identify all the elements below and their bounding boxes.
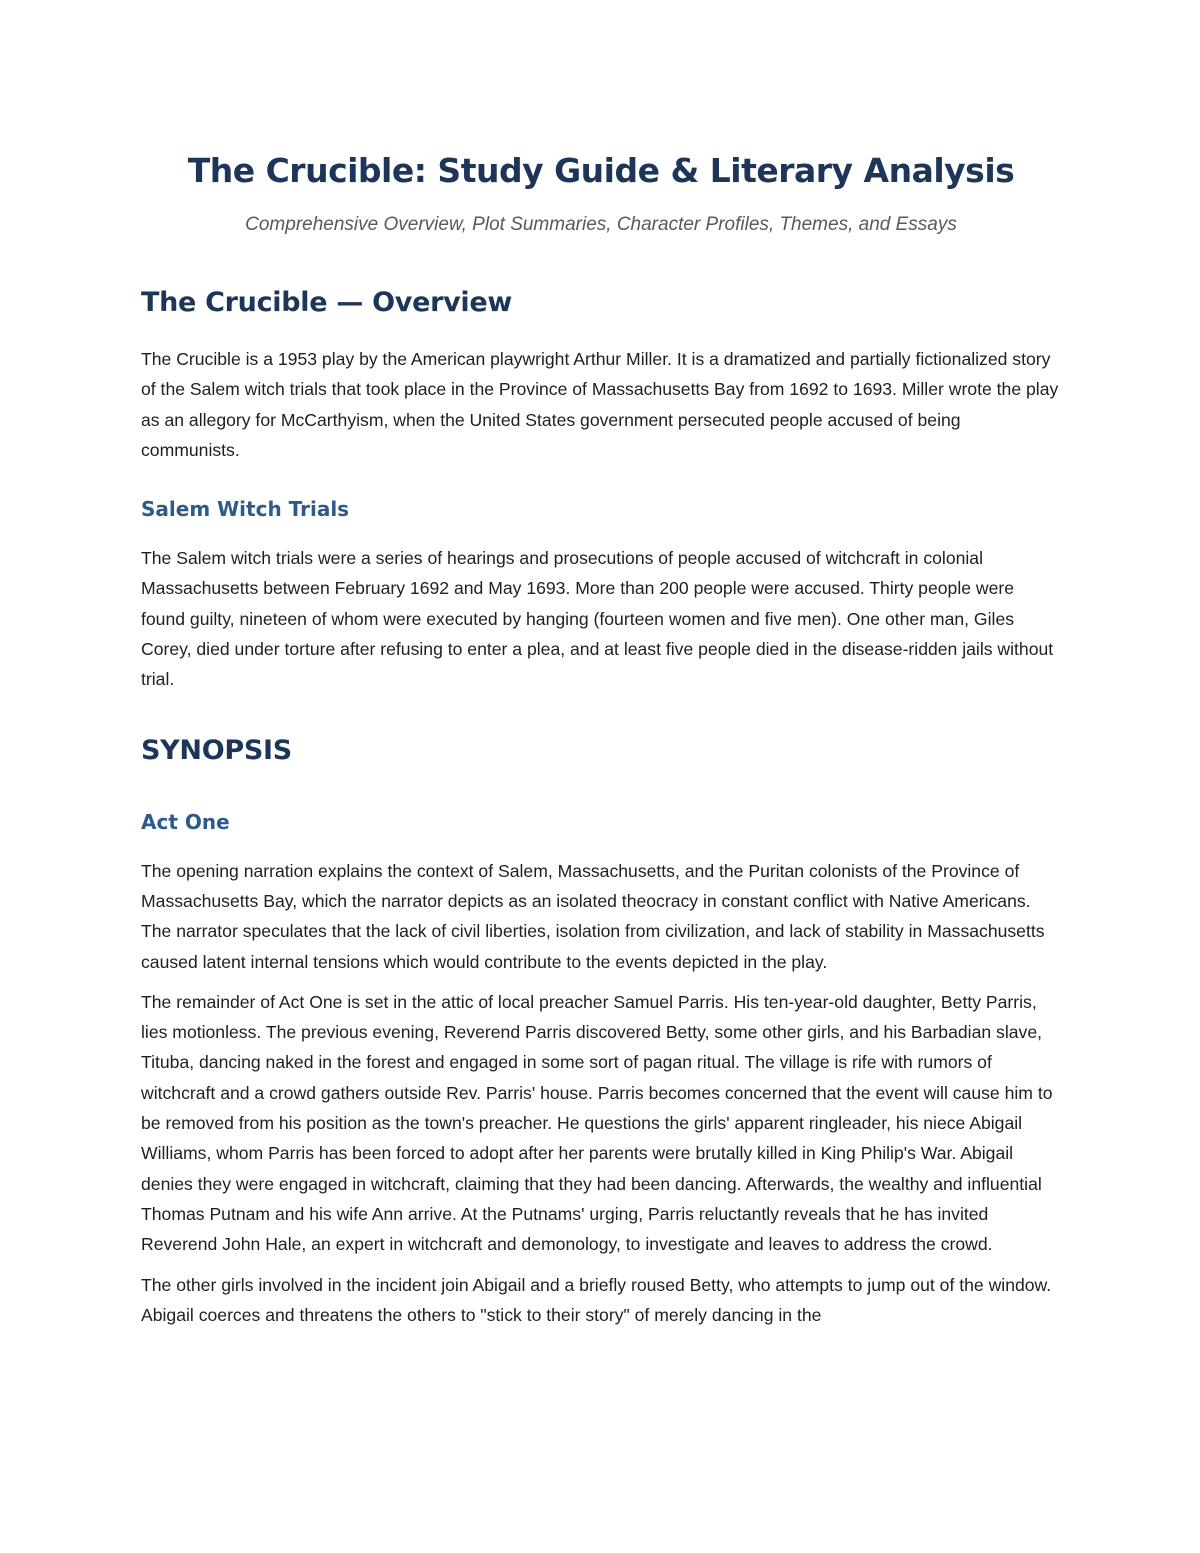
document-subtitle: Comprehensive Overview, Plot Summaries, Character Profiles, Themes, and Essays <box>245 214 957 235</box>
salem-heading: Salem Witch Trials <box>141 497 350 522</box>
act-one-paragraph: The remainder of Act One is set in the attic of local preacher Samuel Parris. His ten-year-old daughter, Betty Parris, lies motionless. The previous evening, Reverend Parris discovered Betty, some other girls, and his Barbadian slave, Tituba, dancing naked in the forest and engaged in some sort of pagan ritual. The village is rife with rumors of witchcraft and a crowd gathers outside Rev. Parris' house. Parris becomes concerned that the event will cause him to be removed from his position as the town's preacher. He questions the girls' apparent ringleader, his niece Abigail Williams, whom Parris has been forced to adopt after her parents were brutally killed in King Philip's War. Abigail denies they were engaged in witchcraft, claiming that they had been dancing. Afterwards, the wealthy and influential Thomas Putnam and his wife Ann arrive. At the Putnams' urging, Parris reluctantly reveals that he has invited Reverend John Hale, an expert in witchcraft and demonology, to investigate and leaves to address the crowd. <box>141 991 1053 1255</box>
synopsis-heading: SYNOPSIS <box>141 734 292 766</box>
overview-heading: The Crucible — Overview <box>141 287 513 318</box>
overview-paragraph: The Crucible is a 1953 play by the American playwright Arthur Miller. It is a dramatized and partially fictionalized story of the Salem witch trials that took place in the Province of Massachusetts Bay from 1692 to 1693. Miller wrote the play as an allegory for McCarthyism, when the United States government persecuted people accused of being communists. <box>141 349 1059 460</box>
document-title: The Crucible: Study Guide & Literary Analysis <box>187 151 1015 190</box>
salem-paragraph: The Salem witch trials were a series of hearings and prosecutions of people accused of witchcraft in colonial Massachusetts between February 1692 and May 1693. More than 200 people were accused. Thirty people were found guilty, nineteen of whom were executed by hanging (fourteen women and five men). One other man, Giles Corey, died under torture after refusing to enter a plea, and at least five people died in the disease-ridden jails without trial. <box>141 548 1054 690</box>
act-one-heading: Act One <box>141 809 230 834</box>
act-one-paragraph: The other girls involved in the incident join Abigail and a briefly roused Betty, who attempts to jump out of the window. Abigail coerces and threatens the others to "stick to their story" of merely dancing in the <box>141 1274 1052 1325</box>
act-one-paragraph: The opening narration explains the context of Salem, Massachusetts, and the Puritan colonists of the Province of Massachusetts Bay, which the narrator depicts as an isolated theocracy in constant conflict with Native Americans. The narrator speculates that the lack of civil liberties, isolation from civilization, and lack of stability in Massachusetts caused latent internal tensions which would contribute to the events depicted in the play. <box>141 860 1045 972</box>
document-content <box>141 140 1061 1330</box>
